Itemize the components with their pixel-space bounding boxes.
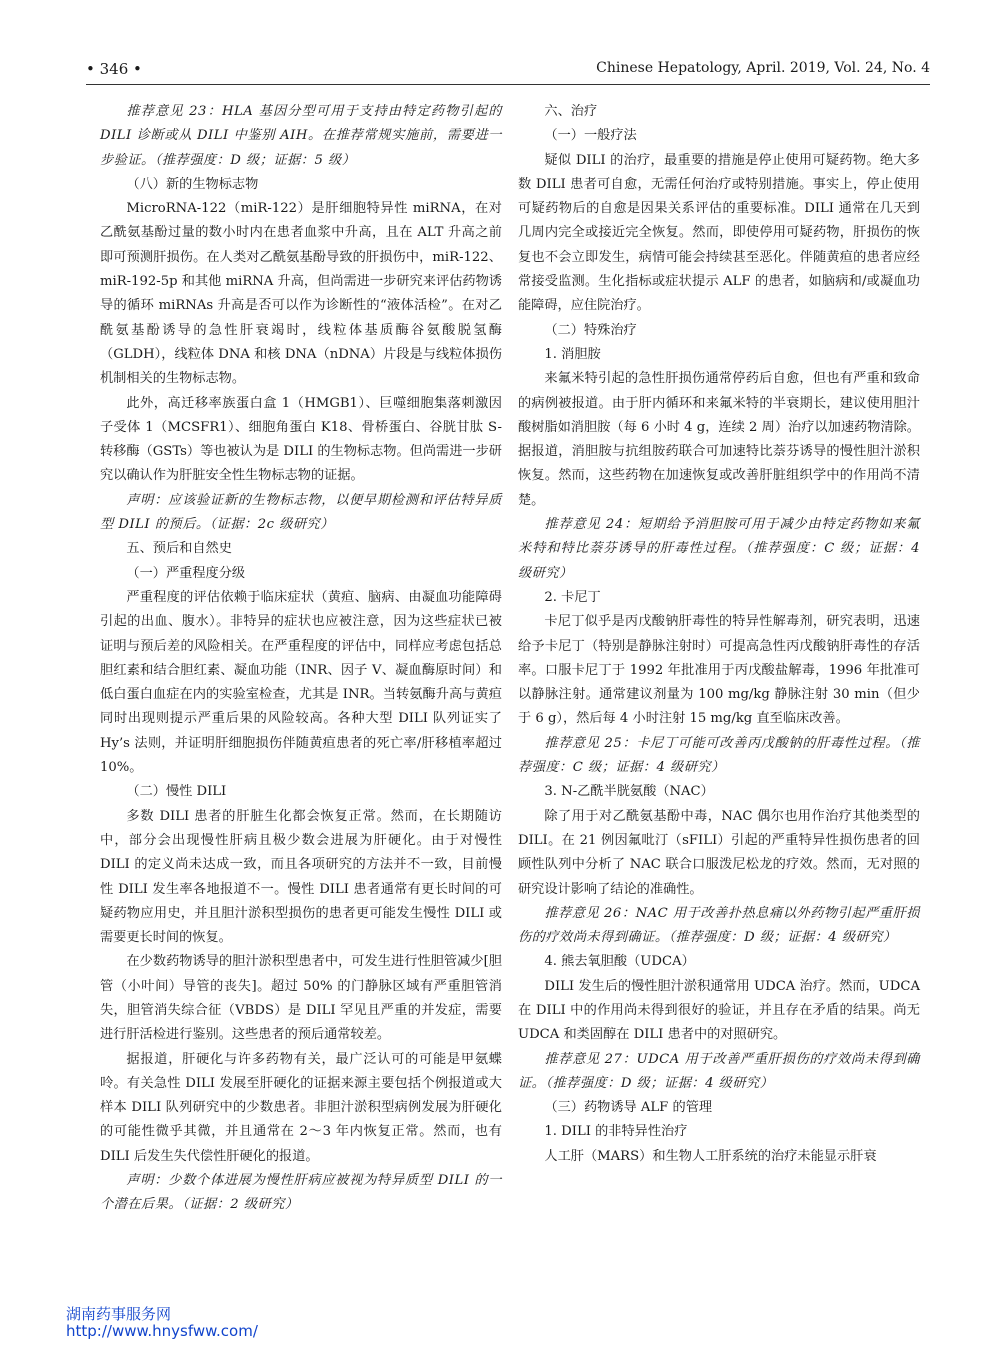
page-number: • 346 • xyxy=(86,60,142,78)
recommendation-paragraph: 声明：少数个体进展为慢性肝病应被视为特异质型 DILI 的一个潜在后果。（证据：2 级研究） xyxy=(100,1173,502,1213)
body-paragraph: DILI 发生后的慢性胆汁淤积通常用 UDCA 治疗。然而，UDCA 在 DILI 中的作用尚未得到很好的验证，并且存在矛盾的结果。尚无 UDCA 和类固醇在 DILI 患者中的对照研究。 xyxy=(518,978,920,1043)
section-heading: （二）特殊治疗 xyxy=(544,322,637,338)
body-paragraph: 卡尼丁似乎是丙戊酸钠肝毒性的特异性解毒剂，研究表明，迅速给予卡尼丁（特别是静脉注射时）可提高急性丙戊酸钠肝毒性的存活率。口服卡尼丁于 1992 年批准用于丙戊酸盐解毒，1996 年批准可以静脉注射。通常建议剂量为 100 mg/kg 静脉注射 30 min（但少于 6 g），然后每 4 小时注射 15 mg/kg 直至临床改善。 xyxy=(518,614,920,727)
body-paragraph: 据报道，肝硬化与许多药物有关，最广泛认可的可能是甲氨蝶呤。有关急性 DILI 发展至肝硬化的证据来源主要包括个例报道或大样本 DILI 队列研究中的少数患者。非胆汁淤积型病例发展为肝硬化的可能性微乎其微，并且通常在 2～3 年内恢复正常。然而，也有 DILI 后发生失代偿性肝硬化的报道。 xyxy=(100,1051,502,1164)
body-paragraph: 除了用于对乙酰氨基酚中毒，NAC 偶尔也用作治疗其他类型的 DILI。在 21 例因氟吡汀（sFILI）引起的严重特异性损伤患者的回顾性队列中分析了 NAC 联合口服泼尼松龙的疗效。然而，无对照的研究设计影响了结论的准确性。 xyxy=(518,808,920,897)
recommendation-paragraph: 推荐意见 27：UDCA 用于改善严重肝损伤的疗效尚未得到确证。（推荐强度：D 级；证据：4 级研究） xyxy=(518,1051,920,1091)
body-paragraph: 人工肝（MARS）和生物人工肝系统的治疗未能显示肝衰 xyxy=(544,1148,877,1164)
section-heading: 4. 熊去氧胆酸（UDCA） xyxy=(544,954,695,970)
recommendation-paragraph: 声明：应该验证新的生物标志物，以便早期检测和评估特异质型 DILI 的预后。（证据：2c 级研究） xyxy=(100,492,502,533)
recommendation-paragraph: 推荐意见 23：HLA 基因分型可用于支持由特定药物引起的 DILI 诊断或从 DILI 中鉴别 AIH。在推荐常规实施前，需要进一步验证。（推荐强度：D 级；证据：5 级） xyxy=(100,104,502,168)
watermark-url[interactable]: http://www.hnysfww.com/ xyxy=(66,1322,258,1340)
section-heading: 1. DILI 的非特异性治疗 xyxy=(544,1124,688,1140)
recommendation-paragraph: 推荐意见 26：NAC 用于改善扑热息痛以外药物引起严重肝损伤的疗效尚未得到确证。（推荐强度：D 级；证据：4 级研究） xyxy=(518,905,920,946)
running-header xyxy=(86,60,930,85)
body-paragraph: 此外，高迁移率族蛋白盒 1（HMGB1）、巨噬细胞集落刺激因子受体 1（MCSFR1）、细胞角蛋白 K18、骨桥蛋白、谷胱甘肽 S-转移酶（GSTs）等也被认为是 DILI 的生物标志物。但尚需进一步研究以确认作为肝脏安全性生物标志物的证据。 xyxy=(100,395,502,484)
journal-citation: Chinese Hepatology, April. 2019, Vol. 24, No. 4 xyxy=(596,60,930,76)
section-heading: （三）药物诱导 ALF 的管理 xyxy=(544,1100,713,1116)
right-column xyxy=(518,100,920,1169)
body-paragraph: 来氟米特引起的急性肝损伤通常停药后自愈，但也有严重和致命的病例被报道。由于肝内循环和来氟米特的半衰期长，建议使用胆汁酸树脂如消胆胺（每 6 小时 4 g，连续 2 周）治疗以加速药物清除。据报道，消胆胺与抗组胺药联合可加速特比萘芬诱导的慢性胆汁淤积恢复。然而，这些药物在加速恢复或改善肝脏组织学中的作用尚不清楚。 xyxy=(518,371,920,508)
recommendation-paragraph: 推荐意见 24：短期给予消胆胺可用于减少由特定药物如来氟米特和特比萘芬诱导的肝毒性过程。（推荐强度：C 级；证据：4 级研究） xyxy=(518,517,920,581)
watermark[interactable] xyxy=(66,1306,258,1340)
watermark-site-name: 湖南药事服务网 xyxy=(66,1305,172,1323)
body-paragraph: MicroRNA-122（miR-122）是肝细胞特异性 miRNA，在对乙酰氨基酚过量的数小时内在患者血浆中升高，且在 ALT 升高之前即可预测肝损伤。在人类对乙酰氨基酚导致的肝损伤中，miR-122、miR-192-5p 和其他 miRNA 升高，但尚需进一步研究来评估药物诱导的循环 miRNAs 升高是否可以作为诊断性的“液体活检”。在对乙酰氨基酚诱导的急性肝衰竭时，线粒体基质酶谷氨酸脱氢酶（GLDH），线粒体 DNA 和核 DNA（nDNA）片段是与线粒体损伤机制相关的生物标志物。 xyxy=(100,201,502,387)
section-heading: 2. 卡尼丁 xyxy=(544,589,601,605)
section-heading: 3. N-乙酰半胱氨酸（NAC） xyxy=(544,784,714,800)
body-paragraph: 多数 DILI 患者的肝脏生化都会恢复正常。然而，在长期随访中，部分会出现慢性肝病且极少数会进展为肝硬化。由于对慢性 DILI 的定义尚未达成一致，而且各项研究的方法并不一致，目前慢性 DILI 发生率各地报道不一。慢性 DILI 患者通常有更长时间的可疑药物应用史，并且胆汁淤积型损伤的患者更可能发生慢性 DILI 或需要更长时间的恢复。 xyxy=(100,808,502,946)
section-heading: 五、预后和自然史 xyxy=(126,541,232,557)
section-heading: （一）严重程度分级 xyxy=(126,565,246,581)
section-heading: （八）新的生物标志物 xyxy=(126,176,259,192)
body-paragraph: 在少数药物诱导的胆汁淤积型患者中，可发生进行性胆管减少[胆管（小叶间）导管的丧失]。超过 50% 的门静脉区域有严重胆管消失，胆管消失综合征（VBDS）是 DILI 罕见且严重的并发症，需要进行肝活检进行鉴别。这些患者的预后通常较差。 xyxy=(100,954,502,1043)
section-heading: （一）一般疗法 xyxy=(544,128,637,144)
body-paragraph: 严重程度的评估依赖于临床症状（黄疸、脑病、由凝血功能障碍引起的出血、腹水）。非特异的症状也应被注意，因为这些症状已被证明与预后差的风险相关。在严重程度的评估中，同样应考虑包括总胆红素和结合胆红素、凝血功能（INR、因子 V、凝血酶原时间）和低白蛋白血症在内的实验室检查，尤其是 INR。当转氨酶升高与黄疸同时出现则提示严重后果的风险较高。各种大型 DILI 队列证实了 Hy’s 法则，并证明肝细胞损伤伴随黄疸患者的死亡率/肝移植率超过 10%。 xyxy=(100,589,502,776)
recommendation-paragraph: 推荐意见 25：卡尼丁可能可改善丙戊酸钠的肝毒性过程。（推荐强度：C 级；证据：4 级研究） xyxy=(518,735,920,776)
body-paragraph: 疑似 DILI 的治疗，最重要的措施是停止使用可疑药物。绝大多数 DILI 患者可自愈，无需任何治疗或特别措施。事实上，停止使用可疑药物后的自愈是因果关系评估的重要标准。DILI 通常在几天到几周内完全或接近完全恢复。然而，即使停用可疑药物，肝损伤的恢复也不会立即发生，病情可能会持续甚至恶化。伴随黄疸的患者应经常接受监测。生化指标或症状提示 ALF 的患者，如脑病和/或凝血功能障碍，应住院治疗。 xyxy=(518,152,920,314)
section-heading: 六、治疗 xyxy=(544,104,598,119)
section-heading: （二）慢性 DILI xyxy=(126,784,227,800)
left-column xyxy=(100,100,502,1218)
section-heading: 1. 消胆胺 xyxy=(544,346,601,362)
